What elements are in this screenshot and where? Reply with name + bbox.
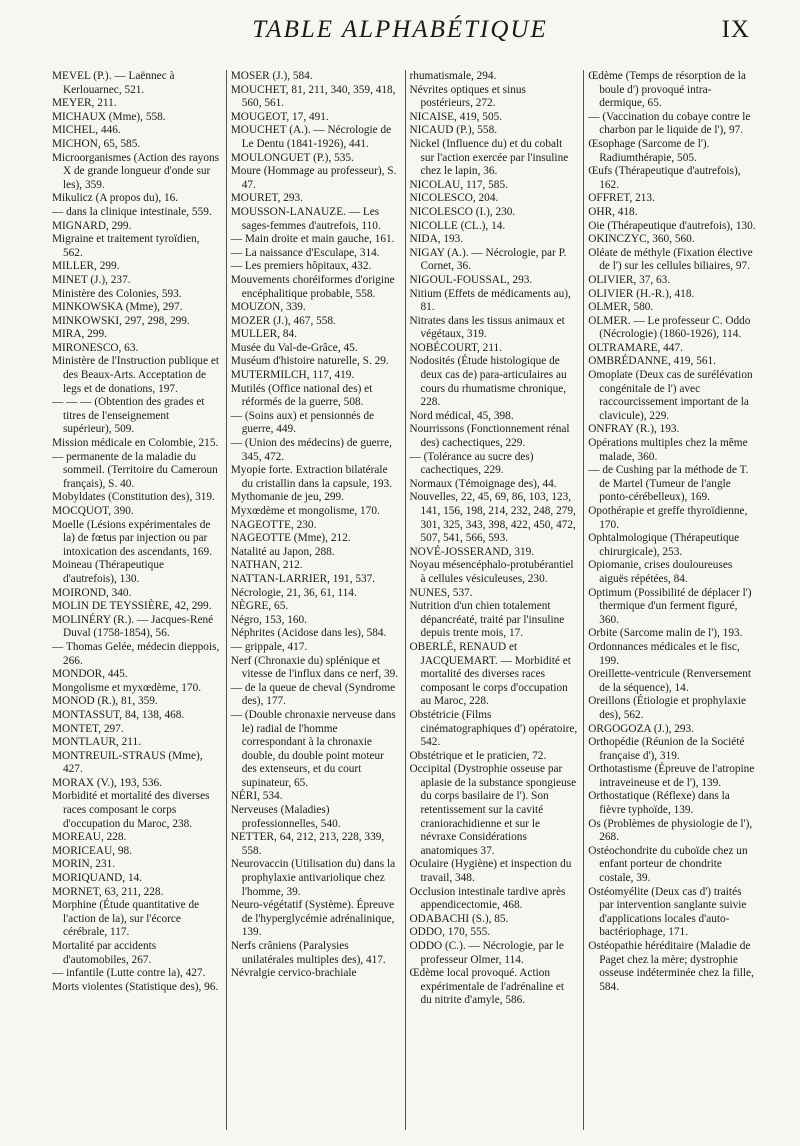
- index-entry: — Main droite et main gauche, 161.: [230, 233, 395, 246]
- index-entry: ODDO, 170, 555.: [409, 926, 491, 939]
- index-columns: [52, 70, 756, 1130]
- page-number: IX: [721, 16, 750, 43]
- index-entry: Microorganismes (Action des rayons X de grande longueur d'onde sur les), 359.: [52, 151, 220, 191]
- index-entry: Nouvelles, 22, 45, 69, 86, 103, 123, 141, 156, 198, 214, 232, 248, 279, 301, 325, 343, 398, 422, 450, 472, 507, 541, 566, 593.: [409, 491, 576, 545]
- index-entry: Occipital (Dystrophie osseuse par aplasie de la substance spongieuse du corps basilaire de l'). Son retentissement sur la cavité craniorachidienne et sur le névraxe Considérations anatomiques 37.: [409, 763, 577, 857]
- index-entry: — La naissance d'Esculape, 314.: [230, 246, 380, 259]
- index-entry: Mouvements choréiformes d'origine encéphalitique probable, 558.: [230, 273, 395, 300]
- index-entry: Morts violentes (Statistique des), 96.: [52, 980, 219, 993]
- index-entry: MOREAU, 228.: [52, 831, 127, 844]
- index-entry: Musée du Val-de-Grâce, 45.: [230, 341, 358, 354]
- index-entry: Myxœdème et mongolisme, 170.: [230, 505, 380, 517]
- index-entry: NICOLESCO, 204.: [409, 192, 499, 205]
- index-entry: OKINCZYC, 360, 560.: [588, 233, 695, 246]
- index-entry: MOUSSON-LANAUZE. — Les sages-femmes d'autrefois, 110.: [230, 205, 381, 232]
- index-entry: MORIN, 231.: [52, 858, 116, 871]
- index-entry: — — — (Obtention des grades et titres de l'enseignement supérieur), 509.: [52, 396, 205, 436]
- index-entry: Œdème local provoqué. Action expérimentale de l'adrénaline et du nitrite d'amyle, 586.: [409, 967, 564, 1007]
- index-entry: OBERLÉ, RENAUD et JACQUEMART. — Morbidité et mortalité des diverses races composant le corps d'occupation au Maroc, 228.: [409, 640, 571, 708]
- index-entry: Ostéochondrite du cuboïde chez un enfant porteur de chondrite costale, 39.: [588, 844, 748, 885]
- index-entry: MIGNARD, 299.: [52, 219, 132, 232]
- index-entry: Nerf (Chronaxie du) splénique et vitesse de l'influx dans ce nerf, 39.: [230, 654, 399, 681]
- index-entry: — infantile (Lutte contre la), 427.: [52, 967, 206, 980]
- index-entry: Mutilés (Office national des) et réformés de la guerre, 508.: [230, 382, 373, 409]
- index-entry: Oreillons (Étiologie et prophylaxie des), 562.: [588, 695, 747, 721]
- index-entry: Orthopédie (Réunion de la Société française d'), 319.: [588, 736, 745, 762]
- index-entry: — (Tolérance au sucre des) cachectiques, 229.: [409, 450, 534, 477]
- index-entry: Orbite (Sarcome malin de l'), 193.: [588, 627, 743, 640]
- index-entry: Nerfs crâniens (Paralysies unilatérales multiples des), 417.: [230, 940, 386, 966]
- index-entry: MIRA, 299.: [52, 328, 107, 341]
- index-entry: Moelle (Lésions expérimentales de la) de fœtus par injection ou par intoxication des ascendants, 169.: [52, 518, 213, 558]
- index-entry: OMBRÉDANNE, 419, 561.: [588, 355, 716, 368]
- index-entry: OLTRAMARE, 447.: [588, 341, 683, 354]
- index-column-2: [226, 70, 399, 1130]
- index-entry: OLMER, 580.: [588, 301, 654, 314]
- index-entry: MEVEL (P.). — Laënnec à Kerlouarnec, 521.: [52, 70, 175, 96]
- index-entry: MICHEL, 446.: [52, 124, 121, 137]
- index-entry: MORIQUAND, 14.: [52, 872, 143, 885]
- index-entry: MICHAUX (Mme), 558.: [52, 110, 166, 123]
- index-entry: NÈGRE, 65.: [230, 600, 289, 613]
- index-entry: Ministère des Colonies, 593.: [52, 287, 182, 300]
- index-entry: NICAISE, 419, 505.: [409, 110, 503, 123]
- index-entry: MINKOWSKI, 297, 298, 299.: [52, 314, 190, 327]
- index-entry: Morphine (Étude quantitative de l'action de la), sur l'écorce cérébrale, 117.: [52, 899, 200, 939]
- index-entry: Mission médicale en Colombie, 215.: [52, 437, 219, 450]
- index-entry: MOSER (J.), 584.: [230, 70, 313, 82]
- index-entry: MOLINÉRY (R.). — Jacques-René Duval (1758-1854), 56.: [52, 613, 214, 640]
- index-entry: Œufs (Thérapeutique d'autrefois), 162.: [588, 165, 741, 191]
- index-entry: Opiomanie, crises douloureuses aiguës répétées, 84.: [588, 559, 733, 585]
- index-entry: Obstétricie (Films cinématographiques d') opératoire, 542.: [409, 708, 578, 749]
- index-entry: Mortalité par accidents d'automobiles, 267.: [52, 940, 157, 966]
- index-entry: — (Soins aux) et pensionnés de guerre, 449.: [230, 409, 375, 436]
- index-entry: Ordonnances médicales et le fisc, 199.: [588, 640, 740, 667]
- index-entry: MOULONGUET (P.), 535.: [230, 151, 354, 164]
- index-entry: NUNES, 537.: [409, 586, 473, 599]
- index-entry: Mythomanie de jeu, 299.: [230, 491, 345, 504]
- index-entry: Omoplate (Deux cas de surélévation congénitale de l') avec raccourcissement important de la clavicule), 229.: [588, 369, 753, 422]
- index-entry: Opothérapie et greffe thyroïdienne, 170.: [588, 505, 748, 531]
- index-entry: Orthostatique (Réflexe) dans la fièvre typhoïde, 139.: [588, 790, 730, 817]
- index-entry: Noyau mésencéphalo-protubérantiel à cellules vésiculeuses, 230.: [409, 559, 574, 585]
- index-entry: MOZER (J.), 467, 558.: [230, 314, 336, 327]
- index-entry: MOUGEOT, 17, 491.: [230, 110, 329, 123]
- index-entry: MULLER, 84.: [230, 328, 297, 341]
- index-entry: OHR, 418.: [588, 205, 638, 218]
- index-entry: Oie (Thérapeutique d'autrefois), 130.: [588, 219, 756, 232]
- index-entry: Mobyldates (Constitution des), 319.: [52, 491, 215, 504]
- index-entry: NÉRI, 534.: [230, 790, 283, 803]
- index-entry: Œdème (Temps de résorption de la boule d') provoqué intra-dermique, 65.: [588, 70, 746, 110]
- index-entry: Os (Problèmes de physiologie de l'), 268.: [588, 817, 753, 844]
- index-entry: Natalité au Japon, 288.: [230, 545, 335, 558]
- index-entry: NATHAN, 212.: [230, 559, 303, 572]
- index-entry: — Thomas Gelée, médecin dieppois, 266.: [52, 640, 220, 667]
- index-entry: MOURET, 293.: [230, 192, 304, 205]
- index-entry: Nitium (Effets de médicaments au), 81.: [409, 287, 571, 314]
- index-entry: MUTERMILCH, 117, 419.: [230, 369, 355, 382]
- index-entry: MICHON, 65, 585.: [52, 137, 141, 150]
- index-entry: NICOLLE (CL.), 14.: [409, 219, 506, 232]
- index-entry: NICOLESCO (I.), 230.: [409, 205, 516, 218]
- index-entry: MONTREUIL-STRAUS (Mme), 427.: [52, 749, 203, 776]
- index-entry: MINET (J.), 237.: [52, 273, 131, 286]
- index-entry: Néphrites (Acidose dans les), 584.: [230, 627, 387, 640]
- index-entry: ODABACHI (S.), 85.: [409, 912, 509, 925]
- index-entry: Oreillette-ventricule (Renversement de la séquence), 14.: [588, 668, 752, 694]
- page-title: TABLE ALPHABÉTIQUE: [252, 16, 548, 43]
- index-entry: MONDOR, 445.: [52, 668, 128, 681]
- index-entry: MOLIN DE TEYSSIÈRE, 42, 299.: [52, 600, 212, 613]
- index-entry: MOIROND, 340.: [52, 586, 132, 599]
- index-entry: MEYER, 211.: [52, 97, 117, 110]
- index-entry: Neurovaccin (Utilisation du) dans la prophylaxie antivariolique chez l'homme, 39.: [230, 858, 396, 898]
- index-entry: MORAX (V.), 193, 536.: [52, 776, 162, 789]
- index-column-3: [405, 70, 578, 1130]
- index-entry: Mongolisme et myxœdème, 170.: [52, 681, 202, 694]
- index-entry: — (Double chronaxie nerveuse dans le) radial de l'homme correspondant à la chronaxie double, du double point moteur des extenseurs, et du court supinateur, 65.: [230, 708, 396, 789]
- index-entry: NIGOUL-FOUSSAL, 293.: [409, 273, 533, 286]
- index-entry: OLIVIER (H.-R.), 418.: [588, 287, 695, 300]
- index-entry: MINKOWSKA (Mme), 297.: [52, 301, 183, 314]
- index-entry: NOVÉ-JOSSERAND, 319.: [409, 545, 535, 558]
- index-entry: Mikulicz (A propos du), 16.: [52, 192, 179, 205]
- index-entry: NATTAN-LARRIER, 191, 537.: [230, 572, 376, 585]
- index-entry: Nécrologie, 21, 36, 61, 114.: [230, 586, 357, 599]
- index-entry: NICAUD (P.), 558.: [409, 124, 498, 137]
- index-entry: Neuro-végétatif (Système). Épreuve de l'hyperglycémie adrénalinique, 139.: [230, 899, 395, 939]
- index-entry: Oléate de méthyle (Fixation élective de l') sur les cellules biliaires, 97.: [588, 246, 753, 273]
- index-entry: Myopie forte. Extraction bilatérale du cristallin dans la capsule, 193.: [230, 464, 393, 490]
- index-entry: MORICEAU, 98.: [52, 844, 133, 857]
- index-entry: Occlusion intestinale tardive après appendicectomie, 468.: [409, 885, 566, 912]
- index-entry: Normaux (Témoignage des), 44.: [409, 477, 557, 490]
- index-entry: — permanente de la maladie du sommeil. (Territoire du Cameroun français), S. 40.: [52, 450, 218, 490]
- index-entry: MOUCHET (A.). — Nécrologie de Le Dentu (1841-1926), 441.: [230, 124, 392, 150]
- index-entry: ODDO (C.). — Nécrologie, par le professeur Olmer, 114.: [409, 940, 564, 966]
- index-entry: Muséum d'histoire naturelle, S. 29.: [230, 355, 389, 368]
- index-entry: ONFRAY (R.), 193.: [588, 423, 680, 436]
- index-entry: Nutrition d'un chien totalement dépancréaté, traité par l'insuline depuis trente mois, 17.: [409, 600, 565, 640]
- index-entry: Nerveuses (Maladies) professionnelles, 540.: [230, 804, 341, 830]
- index-entry: Névrites optiques et sinus postérieurs, 272.: [409, 83, 526, 110]
- index-entry: MILLER, 299.: [52, 260, 120, 273]
- index-entry: Négro, 153, 160.: [230, 613, 307, 626]
- index-entry: Morbidité et mortalité des diverses races composant le corps d'occupation du Maroc, 238.: [52, 790, 210, 830]
- index-entry: NAGEOTTE (Mme), 212.: [230, 532, 351, 545]
- index-entry: Névralgie cervico-brachiale: [230, 967, 357, 980]
- index-entry: OLIVIER, 37, 63.: [588, 273, 671, 286]
- index-entry: — de Cushing par la méthode de T. de Martel (Tumeur de l'angle ponto-cérébelleux), 169.: [588, 464, 749, 504]
- index-entry: Optimum (Possibilité de déplacer l') thermique d'un ferment figuré, 360.: [588, 586, 752, 626]
- index-entry: Opérations multiples chez la même malade, 360.: [588, 437, 748, 463]
- index-entry: MIRONESCO, 63.: [52, 341, 139, 354]
- index-entry: — dans la clinique intestinale, 559.: [52, 205, 212, 218]
- index-entry: MOUCHET, 81, 211, 340, 359, 418, 560, 561.: [230, 83, 396, 110]
- index-entry: Oculaire (Hygiène) et inspection du travail, 348.: [409, 858, 572, 885]
- index-entry: MOCQUOT, 390.: [52, 505, 134, 517]
- index-entry: rhumatismale, 294.: [409, 70, 497, 82]
- index-entry: Nord médical, 45, 398.: [409, 409, 514, 422]
- index-entry: Ministère de l'Instruction publique et des Beaux-Arts. Acceptation de legs et de donations, 197.: [52, 355, 220, 395]
- index-entry: Obstétrique et le praticien, 72.: [409, 749, 547, 762]
- index-entry: MONOD (R.), 81, 359.: [52, 695, 158, 708]
- index-entry: Œsophage (Sarcome de l'). Radiumthérapie, 505.: [588, 137, 710, 164]
- index-entry: Moineau (Thérapeutique d'autrefois), 130.: [52, 559, 164, 585]
- index-entry: Migraine et traitement tyroïdien, 562.: [52, 233, 200, 259]
- index-entry: NIDA, 193.: [409, 233, 464, 246]
- index-entry: NAGEOTTE, 230.: [230, 518, 317, 531]
- index-column-1: [52, 70, 220, 1130]
- index-entry: MONTET, 297.: [52, 722, 124, 735]
- index-entry: NIGAY (A.). — Nécrologie, par P. Cornet, 36.: [409, 246, 567, 273]
- index-entry: Nourrissons (Fonctionnement rénal des) cachectiques, 229.: [409, 423, 570, 450]
- index-entry: MORNET, 63, 211, 228.: [52, 885, 164, 898]
- index-entry: Nickel (Influence du) et du cobalt sur l'action exercée par l'insuline chez le lapin, 36.: [409, 137, 569, 178]
- index-entry: MOUZON, 339.: [230, 301, 306, 314]
- index-column-4: [583, 70, 756, 1130]
- index-entry: Nodosités (Étude histologique de deux cas de) para-articulaires au cours du rhumatisme chronique, 228.: [409, 355, 567, 409]
- index-entry: — Les premiers hôpitaux, 432.: [230, 260, 372, 273]
- index-entry: Ostéopathie héréditaire (Maladie de Paget chez la mère; dystrophie osseuse indéterminée chez la fille, 584.: [588, 940, 754, 993]
- index-entry: MONTASSUT, 84, 138, 468.: [52, 708, 185, 721]
- index-entry: NOBÉCOURT, 211.: [409, 341, 503, 354]
- index-entry: — de la queue de cheval (Syndrome des), 177.: [230, 681, 396, 708]
- index-entry: Ostéomyélite (Deux cas d') traités par intervention sanglante suivie d'applications locales d'auto-bactériophage, 171.: [588, 885, 747, 939]
- index-entry: OLMER. — Le professeur C. Oddo (Nécrologie) (1860-1926), 114.: [588, 314, 751, 341]
- index-entry: — (Union des médecins) de guerre, 345, 472.: [230, 437, 392, 463]
- page-header: [0, 12, 800, 64]
- index-entry: — grippale, 417.: [230, 640, 308, 653]
- index-entry: ORGOGOZA (J.), 293.: [588, 722, 694, 735]
- index-entry: NETTER, 64, 212, 213, 228, 339, 558.: [230, 831, 385, 857]
- index-entry: Orthotastisme (Épreuve de l'atropine intraveineuse et de l'), 139.: [588, 763, 755, 789]
- index-entry: MONTLAUR, 211.: [52, 736, 142, 749]
- index-entry: Nitrates dans les tissus animaux et végétaux, 319.: [409, 314, 565, 341]
- index-entry: Ophtalmologique (Thérapeutique chirurgicale), 253.: [588, 532, 740, 558]
- index-entry: NICOLAU, 117, 585.: [409, 178, 508, 191]
- index-entry: — (Vaccination du cobaye contre le charbon par le liquide de l'), 97.: [588, 110, 751, 137]
- index-entry: Moure (Hommage au professeur), S. 47.: [230, 165, 397, 191]
- index-entry: OFFRET, 213.: [588, 192, 655, 205]
